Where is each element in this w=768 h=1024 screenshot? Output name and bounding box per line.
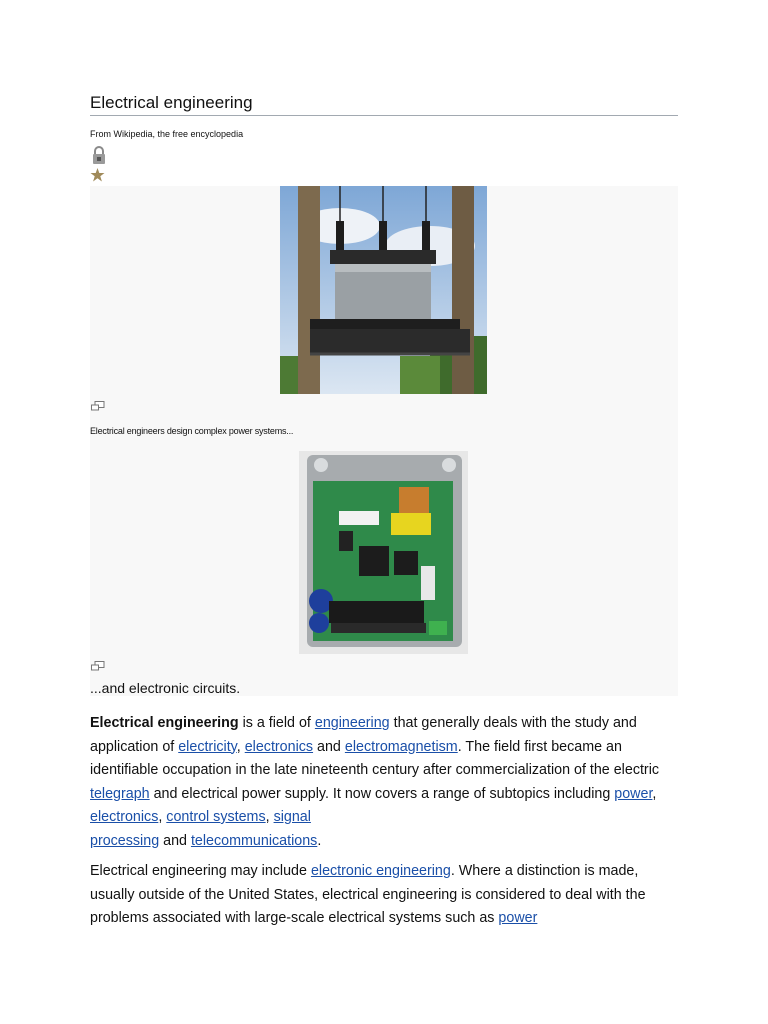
link-engineering[interactable]: engineering bbox=[314, 715, 390, 731]
lock-icon[interactable] bbox=[92, 145, 106, 170]
text: is a field of bbox=[238, 715, 315, 731]
link-power[interactable]: power bbox=[498, 910, 538, 926]
text: . Where a distinction is made, usually outside of the United States, electrical engineering is considered to deal with the problems associated with large-scale electrical systems such as bbox=[90, 863, 646, 926]
link-electronics[interactable]: electronics bbox=[90, 809, 159, 825]
link-telecommunications[interactable]: telecommunications bbox=[190, 832, 318, 849]
text: , bbox=[652, 785, 657, 802]
figure-caption: Electrical engineers design complex power systems... bbox=[90, 426, 294, 436]
text: that generally deals with the study and application of bbox=[90, 715, 637, 755]
enlarge-icon[interactable] bbox=[91, 658, 105, 676]
intro-paragraph bbox=[90, 712, 678, 853]
link-electronic-engineering[interactable]: electronic engineering bbox=[310, 863, 451, 879]
featured-star-icon[interactable] bbox=[90, 168, 105, 187]
text: and bbox=[159, 832, 191, 849]
text: , bbox=[265, 809, 274, 825]
text: and electrical power supply. It now covers a range of subtopics including bbox=[149, 785, 615, 802]
text: . bbox=[317, 832, 322, 849]
circuit-board-image[interactable] bbox=[299, 451, 468, 654]
figure-caption: ...and electronic circuits. bbox=[90, 680, 241, 696]
tagline: From Wikipedia, the free encyclopedia bbox=[90, 129, 244, 139]
figure-box bbox=[90, 186, 678, 696]
link-control-systems[interactable]: control systems bbox=[166, 809, 266, 825]
text: Electrical engineering may include bbox=[90, 863, 311, 879]
bold-term: Electrical engineering bbox=[90, 715, 239, 731]
second-paragraph bbox=[90, 860, 678, 931]
link-signal-processing[interactable]: processing bbox=[90, 832, 160, 849]
page-title: Electrical engineering bbox=[90, 93, 678, 116]
text: . The field first became an identifiable occupation in the late nineteenth century after commercialization of the electric bbox=[90, 738, 660, 778]
text: and bbox=[313, 738, 345, 755]
link-power[interactable]: power bbox=[614, 785, 653, 802]
text: , bbox=[158, 809, 167, 825]
link-signal-processing[interactable]: signal bbox=[273, 809, 311, 825]
link-electronics[interactable]: electronics bbox=[244, 738, 314, 755]
link-electricity[interactable]: electricity bbox=[178, 738, 237, 755]
text: , bbox=[236, 738, 245, 755]
link-electromagnetism[interactable]: electromagnetism bbox=[344, 738, 458, 755]
power-transformer-image[interactable] bbox=[280, 186, 487, 394]
enlarge-icon[interactable] bbox=[91, 398, 105, 416]
link-telegraph[interactable]: telegraph bbox=[90, 785, 150, 802]
